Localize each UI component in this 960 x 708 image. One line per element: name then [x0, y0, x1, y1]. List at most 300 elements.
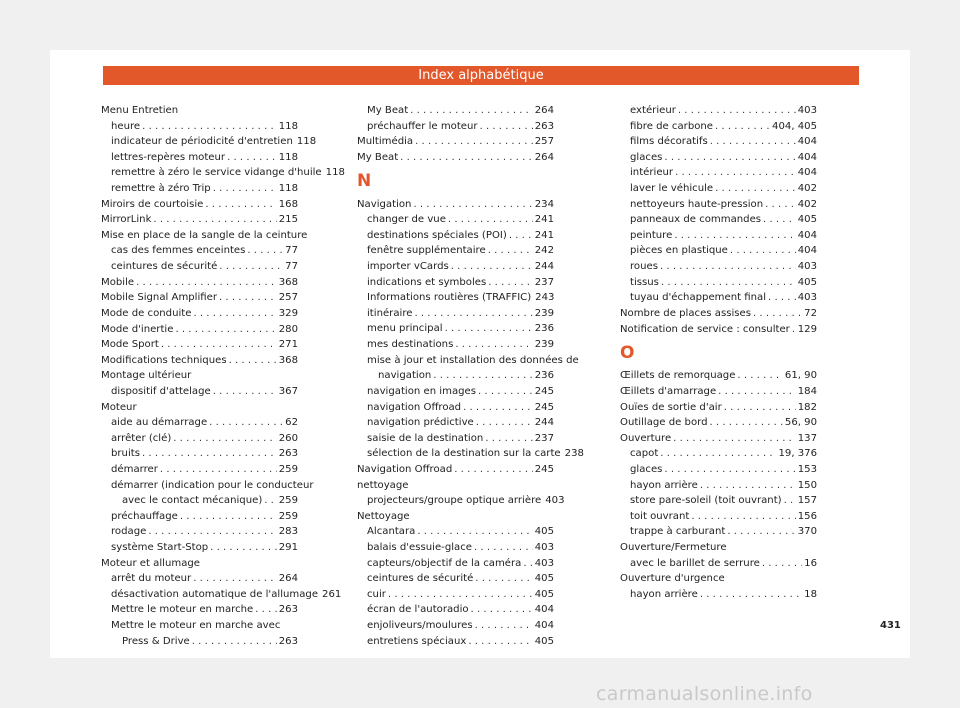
index-column-2: [357, 103, 584, 649]
index-entry-page: 405: [534, 635, 554, 647]
dot-leader: [180, 509, 277, 525]
index-group-heading: Ouverture/Fermeture: [620, 542, 727, 554]
index-entry-page: 404: [797, 151, 817, 163]
index-entry: [101, 165, 345, 181]
index-entry-term: store pare-soleil (toit ouvrant): [630, 495, 782, 507]
index-entry-page: 118: [278, 120, 298, 132]
index-entry-page: 239: [534, 307, 554, 319]
index-entry-term: lettres-repères moteur: [111, 151, 226, 163]
dot-leader: [153, 212, 276, 228]
index-entry: [620, 197, 817, 213]
index-entry-page: 405: [797, 214, 817, 226]
index-entry: [357, 290, 554, 306]
index-entry-page: 257: [278, 292, 298, 304]
index-entry: [101, 384, 298, 400]
index-entry-term: ceintures de sécurité: [111, 261, 218, 273]
index-entry-page: 239: [534, 339, 554, 351]
index-entry-page: 263: [278, 448, 298, 460]
index-entry-term: cas des femmes enceintes: [111, 245, 246, 257]
index-entry-term: My Beat: [367, 104, 409, 116]
index-entry-term: rodage: [111, 526, 147, 538]
index-entry-term: saisie de la destination: [367, 432, 484, 444]
index-entry-term: arrêt du moteur: [111, 573, 192, 585]
index-entry-page: 370: [797, 526, 817, 538]
index-entry-term: balais d'essuie-glace: [367, 542, 472, 554]
index-entry-page: 16: [804, 557, 817, 569]
dot-leader: [661, 275, 796, 291]
index-entry-term: remettre à zéro Trip: [111, 183, 211, 195]
index-entry: [620, 228, 817, 244]
index-entry-term: nettoyeurs haute-pression: [630, 198, 764, 210]
watermark: carmanualsonline.info: [596, 683, 813, 705]
index-group-heading: Nettoyage: [357, 510, 410, 522]
index-entry-term: laver le véhicule: [630, 183, 714, 195]
index-entry: [620, 259, 817, 275]
index-group-heading: Ouverture d'urgence: [620, 573, 725, 585]
index-entry: [357, 368, 554, 384]
index-entry-term: préchauffage: [111, 510, 178, 522]
index-entry-term: Modifications techniques: [101, 354, 227, 366]
dot-leader: [227, 150, 277, 166]
index-entry-term: itinéraire: [367, 307, 413, 319]
index-entry-page: 236: [534, 370, 554, 382]
index-entry-page: 404: [534, 620, 554, 632]
index-entry-page: 263: [534, 120, 554, 132]
index-entry-term: fibre de carbone: [630, 120, 714, 132]
index-entry-page: 245: [534, 463, 554, 475]
index-entry: [620, 524, 817, 540]
index-entry-page: 77: [285, 261, 298, 273]
index-entry-term: Mobile Signal Amplifier: [101, 292, 218, 304]
index-entry-page: 238: [564, 448, 584, 460]
index-entry: [357, 415, 554, 431]
index-entry-page: 18: [804, 588, 817, 600]
dot-leader: [475, 571, 532, 587]
index-entry-term: Navigation Offroad: [357, 463, 453, 475]
index-entry: [620, 275, 817, 291]
index-entry-page: 403: [797, 104, 817, 116]
dot-leader: [718, 384, 796, 400]
index-entry: [620, 400, 817, 416]
dot-leader: [160, 462, 277, 478]
dot-leader: [724, 400, 796, 416]
index-entry-page: 264: [278, 573, 298, 585]
index-entry-page: 129: [797, 323, 817, 335]
index-group-heading: mise à jour et installation des données de: [367, 354, 579, 366]
dot-leader: [664, 150, 795, 166]
index-entry-term: mes destinations: [367, 339, 454, 351]
index-entry-page: 403: [545, 495, 565, 507]
index-entry: [357, 197, 554, 213]
index-entry: [101, 587, 342, 603]
index-entry-page: 260: [278, 432, 298, 444]
index-entry-page: 118: [278, 183, 298, 195]
index-entry: [357, 259, 554, 275]
dot-leader: [710, 134, 796, 150]
index-entry: [101, 509, 298, 525]
index-entry: [101, 259, 298, 275]
dot-leader: [205, 197, 276, 213]
index-letter-heading: O: [620, 343, 635, 364]
index-entry: [357, 384, 554, 400]
index-entry-term: hayon arrière: [630, 479, 698, 491]
index-entry: [357, 540, 554, 556]
index-entry-page: 184: [797, 385, 817, 397]
dot-leader: [700, 478, 796, 494]
index-entry-term: aide au démarrage: [111, 417, 208, 429]
dot-leader: [471, 602, 533, 618]
index-entry: [101, 462, 298, 478]
index-entry: [101, 431, 298, 447]
index-entry-term: indicateur de périodicité d'entretien: [111, 136, 293, 148]
index-entry-page: 236: [534, 323, 554, 335]
index-entry: [357, 493, 565, 509]
index-group-heading: Mettre le moteur en marche avec: [111, 620, 281, 632]
index-entry-term: navigation prédictive: [367, 417, 474, 429]
index-entry: [620, 290, 817, 306]
index-entry-term: avec le barillet de serrure: [630, 557, 760, 569]
index-entry-term: toit ouvrant: [630, 510, 690, 522]
index-entry-term: pièces en plastique: [630, 245, 728, 257]
index-entry-term: sélection de la destination sur la carte: [367, 448, 561, 460]
index-entry-page: 263: [278, 635, 298, 647]
dot-leader: [247, 243, 283, 259]
index-entry: [620, 509, 817, 525]
index-entry: [101, 603, 298, 619]
index-entry-page: 118: [278, 151, 298, 163]
dot-leader: [468, 634, 532, 650]
index-entry-page: 241: [534, 229, 554, 241]
index-entry: [620, 150, 817, 166]
dot-leader: [660, 446, 776, 462]
dot-leader: [674, 228, 795, 244]
index-entry-term: arrêter (clé): [111, 432, 172, 444]
index-entry-term: avec le contact mécanique): [122, 495, 263, 507]
dot-leader: [445, 321, 533, 337]
index-entry: [357, 431, 554, 447]
dot-leader: [417, 524, 532, 540]
dot-leader: [219, 259, 283, 275]
index-entry-term: changer de vue: [367, 214, 446, 226]
index-entry-page: 259: [278, 464, 298, 475]
index-entry: [101, 306, 298, 322]
index-entry-term: menu principal: [367, 323, 443, 335]
index-entry: [357, 587, 554, 603]
index-entry-term: Mettre le moteur en marche: [111, 604, 254, 616]
index-entry: [620, 462, 817, 478]
index-entry: [357, 275, 554, 291]
index-entry: [101, 150, 298, 166]
index-entry-page: 153: [797, 463, 817, 475]
index-group-heading: Mise en place de la sangle de la ceinture: [101, 229, 308, 241]
index-entry-page: 404: [797, 136, 817, 148]
dot-leader: [192, 634, 277, 650]
index-entry: [101, 212, 298, 228]
index-entry-page: 245: [534, 385, 554, 397]
dot-leader: [485, 431, 532, 447]
index-entry-page: 280: [278, 323, 298, 335]
index-entry-term: navigation: [378, 370, 432, 382]
index-entry-term: navigation en images: [367, 385, 477, 397]
dot-leader: [673, 431, 796, 447]
index-entry: [620, 556, 817, 572]
index-entry-page: 264: [534, 151, 554, 163]
index-entry-page: 234: [534, 198, 554, 210]
index-entry-page: 56, 90: [784, 417, 817, 429]
index-entry-page: 404: [797, 229, 817, 241]
index-entry-term: capot: [630, 448, 659, 460]
page-title-bar: Index alphabétique: [103, 66, 859, 85]
index-entry-term: Press & Drive: [122, 635, 190, 647]
dot-leader: [763, 212, 796, 228]
index-entry-page: 77: [285, 245, 298, 257]
index-entry-term: hayon arrière: [630, 588, 698, 600]
index-entry: [357, 400, 554, 416]
index-entry-page: 72: [804, 307, 817, 319]
index-entry-term: Notification de service : consulter: [620, 323, 790, 335]
index-entry: [620, 322, 817, 338]
index-entry: [620, 368, 817, 384]
index-entry-page: 150: [797, 479, 817, 491]
dot-leader: [213, 384, 277, 400]
dot-leader: [678, 103, 796, 119]
index-entry: [620, 134, 817, 150]
index-entry-page: 245: [534, 401, 554, 413]
index-entry-page: 403: [534, 542, 554, 554]
index-group-heading: Montage ultérieur: [101, 370, 192, 382]
index-entry-page: 242: [534, 245, 554, 257]
index-entry: [357, 243, 554, 259]
index-letter-heading: N: [357, 171, 372, 192]
index-entry-term: panneaux de commandes: [630, 214, 762, 226]
index-entry: [101, 181, 298, 197]
index-entry-page: 168: [278, 198, 298, 210]
index-entry-page: 368: [278, 354, 298, 366]
index-entry-term: Mobile: [101, 276, 135, 288]
index-entry-page: 118: [296, 136, 317, 148]
index-entry: [357, 306, 554, 322]
dot-leader: [142, 446, 277, 462]
index-entry: [620, 478, 817, 494]
index-entry-page: 61, 90: [784, 370, 817, 382]
index-entry: [101, 119, 298, 135]
index-entry-page: 405: [797, 276, 817, 288]
index-entry: [357, 119, 554, 135]
dot-leader: [660, 259, 796, 275]
dot-leader: [400, 150, 533, 166]
index-entry: [357, 634, 554, 650]
dot-leader: [175, 322, 276, 338]
index-entry-term: Œillets d'amarrage: [620, 385, 717, 397]
index-entry: [357, 618, 554, 634]
index-entry-term: Miroirs de courtoisie: [101, 198, 204, 210]
index-entry-page: 244: [534, 417, 554, 429]
index-entry-page: 405: [534, 526, 554, 538]
dot-leader: [476, 415, 533, 431]
index-entry: [101, 415, 298, 431]
dot-leader: [413, 197, 532, 213]
index-entry-page: 237: [534, 432, 554, 444]
dot-leader: [715, 119, 770, 135]
dot-leader: [210, 540, 277, 556]
index-entry-term: remettre à zéro le service vidange d'huile: [111, 167, 322, 179]
index-entry-term: navigation Offroad: [367, 401, 462, 413]
dot-leader: [792, 322, 796, 338]
index-entry-term: peinture: [630, 229, 673, 241]
dot-leader: [213, 181, 277, 197]
index-entry-term: Alcantara: [367, 526, 416, 538]
dot-leader: [193, 306, 276, 322]
dot-leader: [474, 540, 533, 556]
index-entry-term: tissus: [630, 276, 659, 288]
index-entry: [101, 353, 298, 369]
index-entry-term: Mode Sport: [101, 339, 159, 351]
index-entry: [357, 150, 554, 166]
dot-leader: [255, 602, 276, 618]
dot-leader: [675, 165, 796, 181]
index-entry-term: roues: [630, 261, 658, 273]
dot-leader: [142, 119, 277, 135]
index-entry-term: bruits: [111, 448, 140, 460]
dot-leader: [415, 134, 533, 150]
index-entry-term: destinations spéciales (POI): [367, 229, 507, 241]
index-entry-page: 403: [797, 261, 817, 273]
dot-leader: [454, 462, 532, 478]
index-entry: [101, 243, 298, 259]
dot-leader: [523, 556, 532, 572]
index-entry: [101, 275, 298, 291]
index-group-heading: nettoyage: [357, 479, 409, 491]
dot-leader: [136, 275, 277, 291]
dot-leader: [148, 524, 276, 540]
dot-leader: [488, 243, 533, 259]
page-number: 431: [880, 620, 901, 631]
index-entry-term: système Start-Stop: [111, 542, 209, 554]
index-entry-page: 263: [278, 604, 298, 616]
index-entry-page: 259: [278, 510, 298, 522]
index-entry: [357, 228, 554, 244]
dot-leader: [463, 400, 533, 416]
index-entry: [620, 306, 817, 322]
dot-leader: [478, 384, 533, 400]
dot-leader: [664, 462, 795, 478]
dot-leader: [710, 415, 783, 431]
dot-leader: [715, 181, 796, 197]
dot-leader: [488, 275, 532, 291]
index-entry-term: projecteurs/groupe optique arrière: [367, 495, 542, 507]
dot-leader: [753, 306, 802, 322]
index-group-heading: Menu Entretien: [101, 105, 179, 116]
index-entry-term: dispositif d'attelage: [111, 385, 211, 397]
dot-leader: [414, 306, 532, 322]
dot-leader: [448, 212, 533, 228]
index-entry-term: indications et symboles: [367, 276, 487, 288]
index-entry: [101, 571, 298, 587]
index-entry-page: 367: [278, 385, 298, 397]
index-entry: [101, 524, 298, 540]
index-entry-page: 405: [534, 573, 554, 585]
dot-leader: [475, 618, 533, 634]
index-entry: [101, 290, 298, 306]
dot-leader: [727, 524, 795, 540]
dot-leader: [509, 228, 533, 244]
dot-leader: [209, 415, 283, 431]
index-entry-term: heure: [111, 120, 141, 132]
index-entry: [357, 602, 554, 618]
dot-leader: [480, 119, 533, 135]
index-entry: [101, 322, 298, 338]
index-entry: [357, 212, 554, 228]
index-entry: [620, 493, 817, 509]
index-entry-term: entretiens spéciaux: [367, 635, 467, 647]
index-entry-term: Multimédia: [357, 136, 414, 148]
index-entry-page: 283: [278, 526, 298, 538]
index-entry: [357, 446, 584, 462]
dot-leader: [193, 571, 277, 587]
index-entry-page: 403: [534, 557, 554, 569]
index-entry: [620, 103, 817, 119]
index-entry: [620, 119, 817, 135]
dot-leader: [161, 337, 277, 353]
index-entry-term: Nombre de places assises: [620, 307, 751, 319]
index-entry: [620, 165, 817, 181]
index-entry: [101, 337, 298, 353]
index-entry-term: Informations routières (TRAFFIC): [367, 292, 532, 304]
index-column-1: [101, 103, 345, 649]
index-entry: [357, 337, 554, 353]
index-entry-page: 264: [534, 104, 554, 116]
dot-leader: [388, 587, 533, 603]
index-entry-term: films décoratifs: [630, 136, 708, 148]
dot-leader: [410, 103, 533, 119]
index-entry-term: glaces: [630, 463, 663, 475]
index-entry-page: 118: [325, 167, 345, 179]
index-entry-term: Navigation: [357, 198, 412, 210]
index-entry-term: importer vCards: [367, 261, 449, 273]
index-entry: [357, 571, 554, 587]
index-entry-term: trappe à carburant: [630, 526, 726, 538]
index-entry-term: démarrer: [111, 464, 158, 475]
index-entry-term: fenêtre supplémentaire: [367, 245, 486, 257]
index-entry-page: 19, 376: [778, 448, 817, 460]
dot-leader: [730, 243, 796, 259]
index-entry: [620, 243, 817, 259]
index-entry: [620, 446, 817, 462]
index-entry-term: glaces: [630, 151, 663, 163]
index-entry-term: désactivation automatique de l'allumage: [111, 588, 319, 600]
index-entry: [620, 431, 817, 447]
index-entry-page: 237: [534, 276, 554, 288]
index-entry-page: 402: [797, 183, 817, 195]
dot-leader: [229, 353, 277, 369]
index-entry-page: 182: [797, 401, 817, 413]
index-entry-page: 329: [278, 307, 298, 319]
index-entry-page: 261: [322, 588, 342, 600]
index-entry: [101, 134, 317, 150]
index-entry-term: intérieur: [630, 167, 674, 179]
index-entry-term: Mode d'inertie: [101, 323, 174, 335]
index-entry: [357, 556, 554, 572]
dot-leader: [762, 556, 802, 572]
index-entry-page: 215: [278, 214, 298, 226]
dot-leader: [700, 587, 802, 603]
index-entry-term: écran de l'autoradio: [367, 604, 469, 616]
dot-leader: [691, 509, 795, 525]
index-entry-term: MirrorLink: [101, 214, 152, 226]
index-entry-term: enjoliveurs/moulures: [367, 620, 473, 632]
dot-leader: [455, 337, 532, 353]
index-group-heading: démarrer (indication pour le conducteur: [111, 479, 314, 491]
